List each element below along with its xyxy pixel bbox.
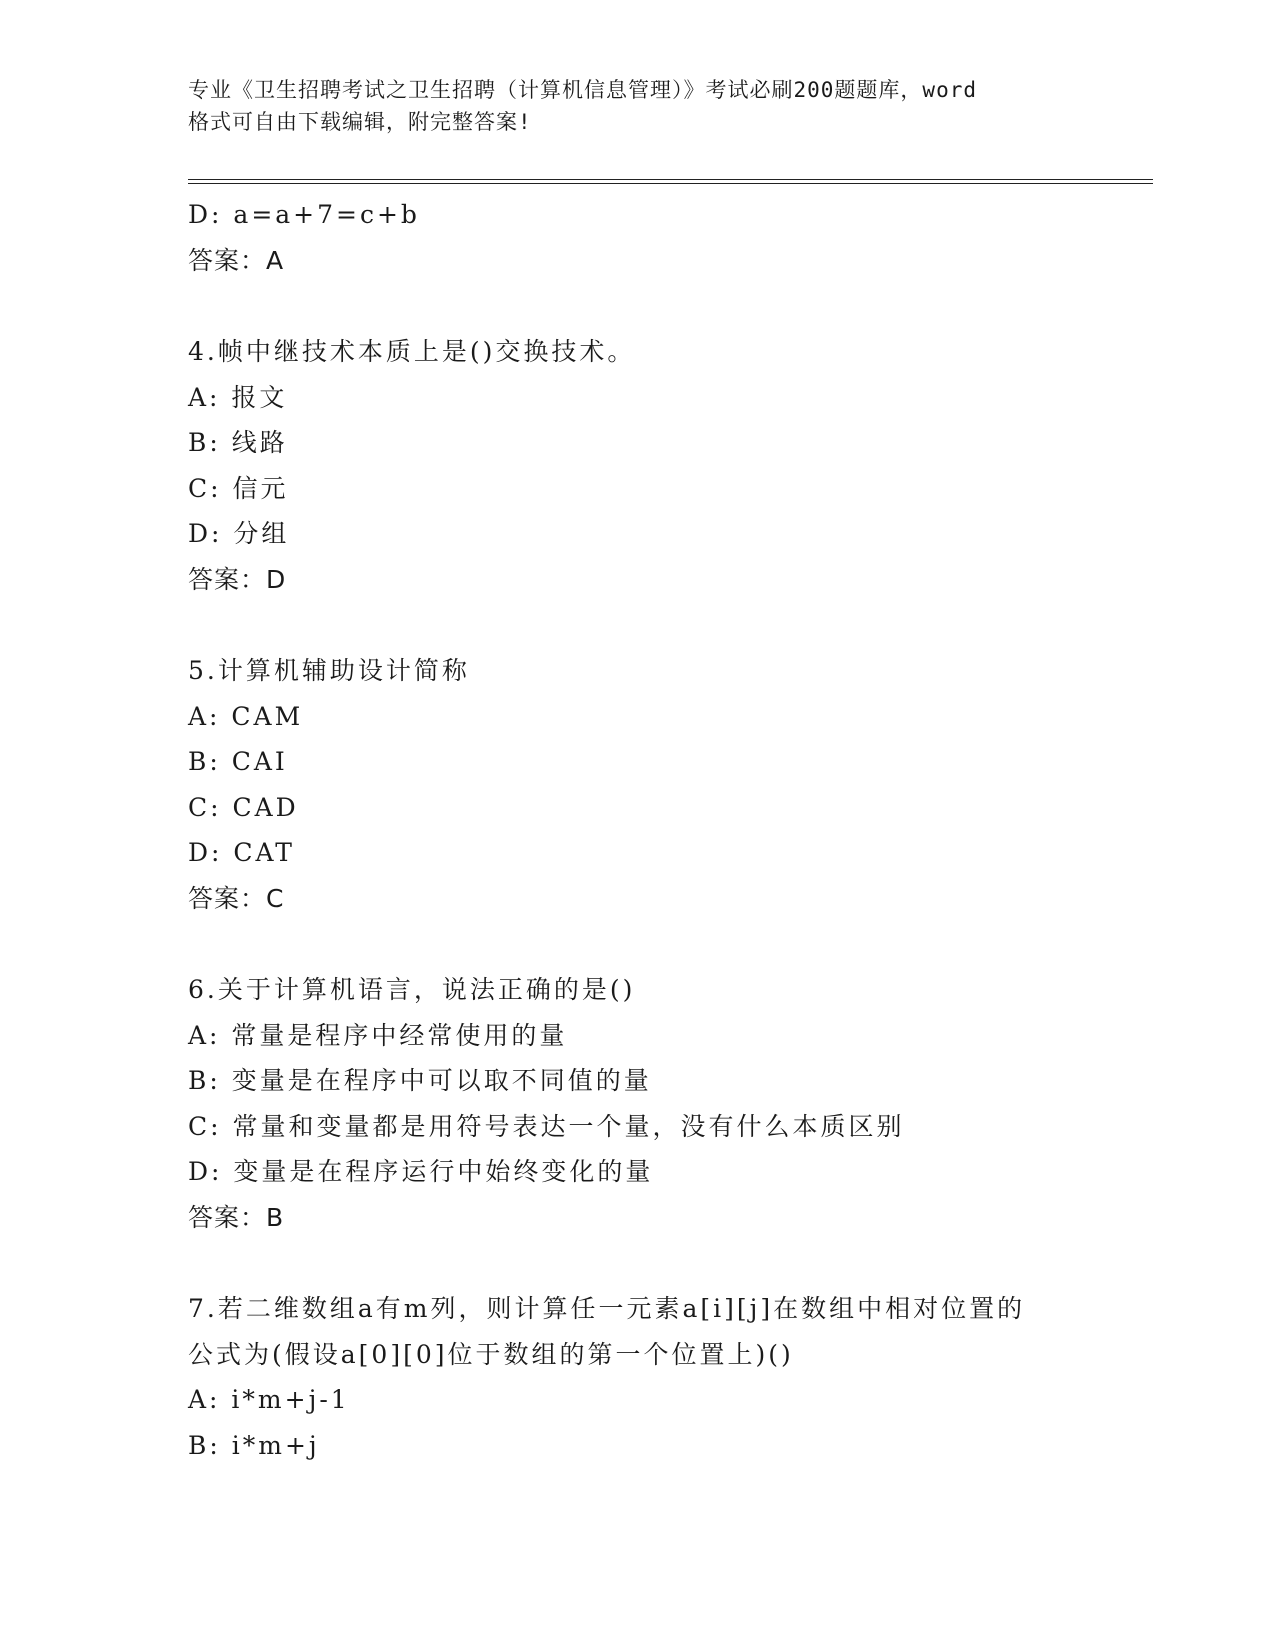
spacer [188,1240,1148,1286]
answer-line: 答案：D [188,564,287,594]
question-stem: 6.关于计算机语言，说法正确的是() [188,975,636,1004]
header-divider-top [188,179,1153,180]
question-stem-line-2: 公式为(假设a[0][0]位于数组的第一个位置上)() [188,1339,794,1369]
question-stem-line-1: 7.若二维数组a有m列，则计算任一元素a[i][j]在数组中相对位置的 [188,1294,1026,1323]
option-c: C: 信元 [188,473,289,503]
option-c: C: 常量和变量都是用符号表达一个量，没有什么本质区别 [188,1111,905,1141]
header-line-2: 格式可自由下载编辑，附完整答案! [188,110,532,134]
spacer [188,921,1148,967]
answer-line: 答案：B [188,1202,285,1232]
question-stem: 4.帧中继技术本质上是()交换技术。 [188,337,636,366]
spacer [188,283,1148,329]
option-b: B: 线路 [188,428,288,457]
option-a: A: 报文 [188,382,288,412]
question-6 [188,967,1148,1240]
option-b: B: 变量是在程序中可以取不同值的量 [188,1066,652,1095]
option-d: D: 分组 [188,519,290,548]
question-3-tail [188,192,1148,283]
option-a: A: CAM [188,701,304,731]
option-d: D: CAT [188,838,295,867]
option-b: B: CAI [188,747,288,776]
question-stem: 5.计算机辅助设计简称 [188,656,470,685]
question-content [188,192,1148,1468]
option-d: D: 变量是在程序运行中始终变化的量 [188,1157,654,1186]
header-divider-bottom [188,183,1153,184]
spacer [188,602,1148,648]
document-header [188,74,1088,138]
option-c: C: CAD [188,792,299,822]
answer-line: 答案：A [188,245,285,275]
option-a: A: 常量是程序中经常使用的量 [188,1020,568,1050]
question-4 [188,329,1148,602]
option-a: A: i*m+j-1 [188,1385,350,1414]
option-d: D: a=a+7=c+b [188,200,420,229]
question-7 [188,1286,1148,1468]
question-5 [188,648,1148,921]
header-line-1: 专业《卫生招聘考试之卫生招聘（计算机信息管理）》考试必刷200题题库，word [188,78,977,102]
option-b: B: i*m+j [188,1430,320,1460]
answer-line: 答案：C [188,883,285,913]
